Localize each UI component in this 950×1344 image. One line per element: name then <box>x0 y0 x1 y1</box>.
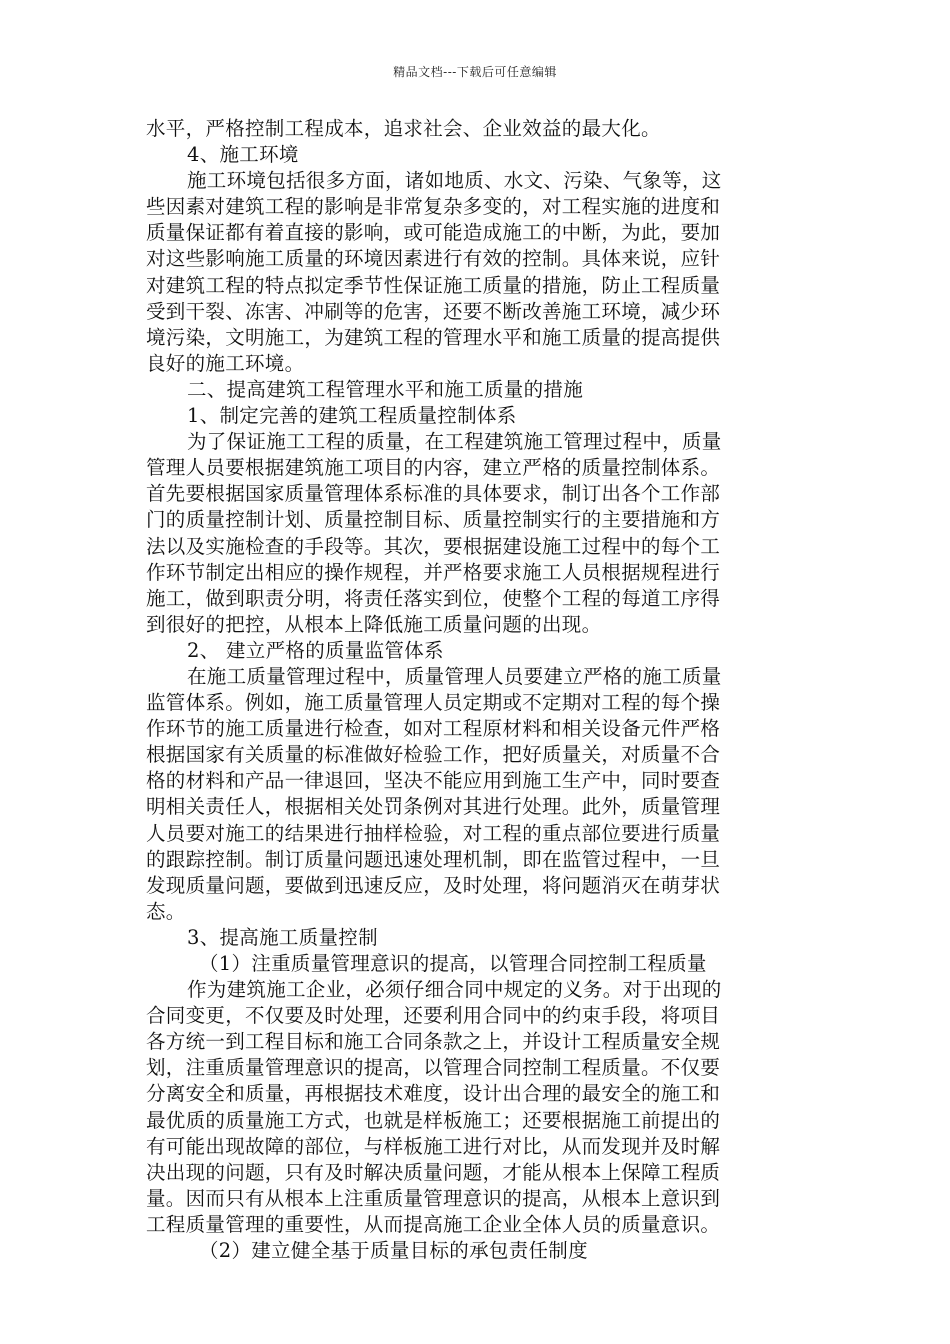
text-line: 划，注重质量管理意识的提高，以管理合同控制工程质量。不仅要 <box>146 1056 721 1080</box>
text-line: 施工环境包括很多方面，诸如地质、水文、污染、气象等，这 <box>187 169 722 193</box>
text-line: 工程质量管理的重要性，从而提高施工企业全体人员的质量意识。 <box>146 1212 721 1236</box>
text-line: 最优质的质量施工方式，也就是样板施工；还要根据施工前提出的 <box>146 1108 721 1132</box>
document-body <box>146 116 794 1264</box>
text-line: 境污染，文明施工，为建筑工程的管理水平和施工质量的提高提供 <box>146 325 721 349</box>
text-line: 量。因而只有从根本上注重质量管理意识的提高，从根本上意识到 <box>146 1186 721 1210</box>
text-line: 人员要对施工的结果进行抽样检验，对工程的重点部位要进行质量 <box>146 821 721 845</box>
text-line: 作环节的施工质量进行检查，如对工程原材料和相关设备元件严格 <box>146 717 721 741</box>
text-line: 施工，做到职责分明，将责任落实到位，使整个工程的每道工序得 <box>146 586 721 610</box>
text-line: 1、制定完善的建筑工程质量控制体系 <box>187 404 517 428</box>
text-line: 对建筑工程的特点拟定季节性保证施工质量的措施，防止工程质量 <box>146 273 721 297</box>
text-line: 监管体系。例如，施工质量管理人员定期或不定期对工程的每个操 <box>146 691 721 715</box>
text-line: 决出现的问题，只有及时解决质量问题，才能从根本上保障工程质 <box>146 1160 721 1184</box>
text-line: 门的质量控制计划、质量控制目标、质量控制实行的主要措施和方 <box>146 508 721 532</box>
text-line: 首先要根据国家质量管理体系标准的具体要求，制订出各个工作部 <box>146 482 721 506</box>
text-line: 有可能出现故障的部位，与样板施工进行对比，从而发现并及时解 <box>146 1134 721 1158</box>
text-line: 格的材料和产品一律退回，坚决不能应用到施工生产中，同时要查 <box>146 769 721 793</box>
text-line: 作为建筑施工企业，必须仔细合同中规定的义务。对于出现的 <box>187 978 722 1002</box>
text-line: 合同变更，不仅要及时处理，还要利用合同中的约束手段，将项目 <box>146 1004 721 1028</box>
text-line: 根据国家有关质量的标准做好检验工作，把好质量关，对质量不合 <box>146 743 721 767</box>
text-line: 水平，严格控制工程成本，追求社会、企业效益的最大化。 <box>146 117 661 140</box>
text-line: 各方统一到工程目标和施工合同条款之上，并设计工程质量安全规 <box>146 1030 721 1054</box>
text-line: 作环节制定出相应的操作规程，并严格要求施工人员根据规程进行 <box>146 560 721 584</box>
text-line: 为了保证施工工程的质量，在工程建筑施工管理过程中，质量 <box>187 430 722 454</box>
text-line: 4、施工环境 <box>187 143 299 167</box>
text-line: （2）建立健全基于质量目标的承包责任制度 <box>199 1239 588 1263</box>
text-line: 二、提高建筑工程管理水平和施工质量的措施 <box>187 377 584 401</box>
text-line: 质量保证都有着直接的影响，或可能造成施工的中断，为此，要加 <box>146 221 721 245</box>
text-line: 到很好的把控，从根本上降低施工质量问题的出现。 <box>146 612 602 636</box>
text-line: 些因素对建筑工程的影响是非常复杂多变的，对工程实施的进度和 <box>146 195 721 219</box>
text-line: 态。 <box>146 899 186 923</box>
text-line: 发现质量问题，要做到迅速反应，及时处理，将问题消灭在萌芽状 <box>146 873 721 897</box>
text-line: 法以及实施检查的手段等。其次，要根据建设施工过程中的每个工 <box>146 534 721 558</box>
page-header: 精品文档---下载后可任意编辑 <box>393 65 557 79</box>
text-line: 管理人员要根据建筑施工项目的内容，建立严格的质量控制体系。 <box>146 456 721 480</box>
text-line: 的跟踪控制。制订质量问题迅速处理机制，即在监管过程中，一旦 <box>146 847 721 871</box>
text-line: 在施工质量管理过程中，质量管理人员要建立严格的施工质量 <box>187 664 722 688</box>
text-line: 受到干裂、冻害、冲刷等的危害，还要不断改善施工环境，减少环 <box>146 299 721 323</box>
text-line: 明相关责任人，根据相关处罚条例对其进行处理。此外，质量管理 <box>146 795 721 819</box>
text-line: 2、 建立严格的质量监管体系 <box>187 638 444 662</box>
text-line: 3、提高施工质量控制 <box>187 925 378 949</box>
text-line: 对这些影响施工质量的环境因素进行有效的控制。具体来说，应针 <box>146 247 721 271</box>
text-line: 分离安全和质量，再根据技术难度，设计出合理的最安全的施工和 <box>146 1082 721 1106</box>
text-line: （1）注重质量管理意识的提高，以管理合同控制工程质量 <box>199 952 707 975</box>
text-line: 良好的施工环境。 <box>146 351 305 375</box>
